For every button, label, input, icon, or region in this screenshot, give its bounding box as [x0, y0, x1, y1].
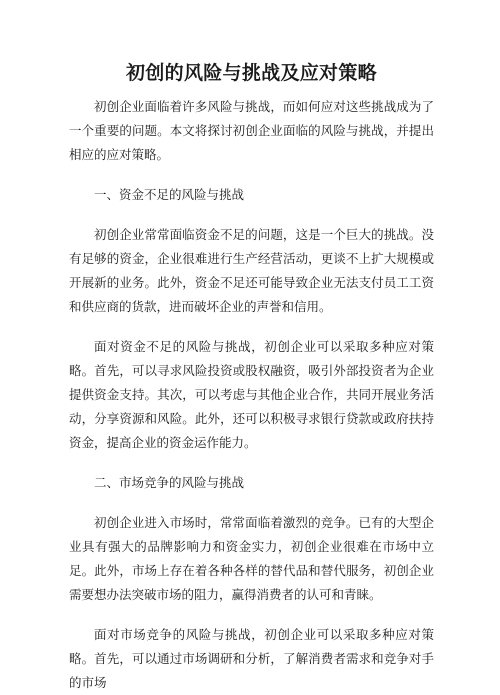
document-title: 初创的风险与挑战及应对策略	[126, 62, 377, 84]
spacer	[69, 207, 434, 223]
spacer	[69, 495, 434, 511]
funding-paragraph-1: 初创企业常常面临资金不足的问题，这是一个巨大的挑战。没有足够的资金，企业很难进行生产经营活动，更谈不上扩大规模或开展新的业务。此外，资金不足还可能导致企业无法支付员工工资和供应商的货款，进而破坏企业的声誉和信用。	[69, 227, 434, 314]
intro-paragraph: 初创企业面临着许多风险与挑战，而如何应对这些挑战成为了一个重要的问题。本文将探讨初创企业面临的风险与挑战，并提出相应的应对策略。	[69, 99, 434, 162]
competition-paragraph-2: 面对市场竞争的风险与挑战，初创企业可以采取多种应对策略。首先，可以通过市场调研和分析，了解消费者需求和竞争对手的市场	[69, 627, 434, 690]
section-heading-competition: 二、市场竞争的风险与挑战	[94, 475, 245, 490]
funding-paragraph-2: 面对资金不足的风险与挑战，初创企业可以采取多种应对策略。首先，可以寻求风险投资或股权融资，吸引外部投资者为企业提供资金支持。其次，可以考虑与其他企业合作，共同开展业务活动，分享资源和风险。此外，还可以积极寻求银行贷款或政府扶持资金，提高企业的资金运作能力。	[69, 339, 434, 450]
spacer	[69, 607, 434, 623]
spacer	[69, 455, 434, 471]
spacer	[69, 167, 434, 183]
competition-paragraph-1: 初创企业进入市场时，常常面临着激烈的竞争。已有的大型企业具有强大的品牌影响力和资金实力，初创企业很难在市场中立足。此外，市场上存在着各种各样的替代品和替代服务，初创企业需要想办法突破市场的阻力，赢得消费者的认可和青睐。	[69, 515, 434, 602]
spacer	[69, 319, 434, 335]
section-heading-funding: 一、资金不足的风险与挑战	[94, 187, 245, 202]
spacer	[69, 86, 434, 95]
